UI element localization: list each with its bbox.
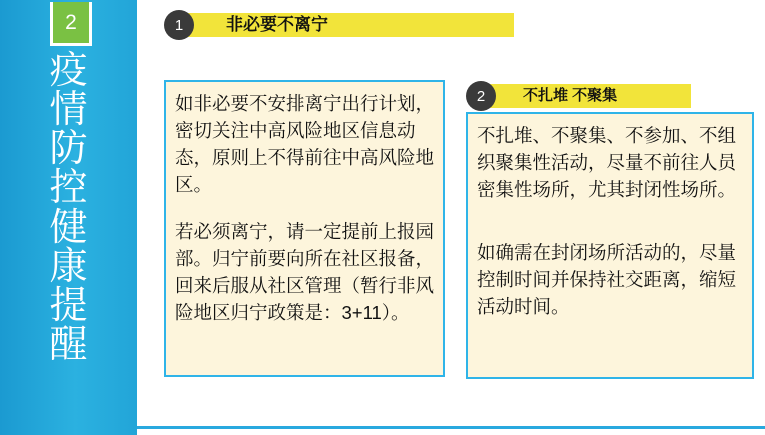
section-2-heading-text: 不扎堆 不聚集 (523, 87, 618, 104)
section-2-heading-banner (466, 81, 691, 111)
title-char: 醒 (49, 323, 88, 366)
title-char: 防 (49, 128, 88, 171)
section-2-bullet-number: 2 (466, 81, 496, 111)
page-title (0, 52, 137, 365)
title-char: 情 (49, 89, 88, 132)
slide-number-badge (50, 2, 92, 46)
section-1-textbox (164, 80, 445, 377)
left-title-band (0, 0, 137, 435)
title-char: 提 (49, 284, 88, 327)
title-char: 康 (49, 245, 88, 288)
title-char: 疫 (49, 50, 88, 92)
section-2-textbox (466, 112, 754, 379)
content-gutter (137, 0, 157, 435)
title-char: 健 (49, 206, 88, 249)
section-1-heading-banner (164, 10, 514, 40)
section-1-paragraph: 如非必要不安排离宁出行计划，密切关注中高风险地区信息动态，原则上不得前往中高风险地区。 (175, 93, 435, 195)
title-char: 控 (49, 167, 88, 210)
section-1-paragraph: 若必须离宁，请一定提前上报园部。归宁前要向所在社区报备，回来后服从社区管理（暂行非风险地区归宁政策是：3+11）。 (175, 221, 435, 323)
bottom-divider-rule (137, 426, 765, 429)
section-1-heading-text: 非必要不离宁 (226, 15, 328, 34)
section-2-paragraph: 如确需在封闭场所活动的，尽量控制时间并保持社交距离，缩短活动时间。 (477, 242, 737, 317)
section-1-bullet-number: 1 (164, 10, 194, 40)
slide-number: 2 (65, 11, 77, 34)
section-2-paragraph: 不扎堆、不聚集、不参加、不组织聚集性活动，尽量不前往人员密集性场所，尤其封闭性场所。 (477, 125, 737, 200)
